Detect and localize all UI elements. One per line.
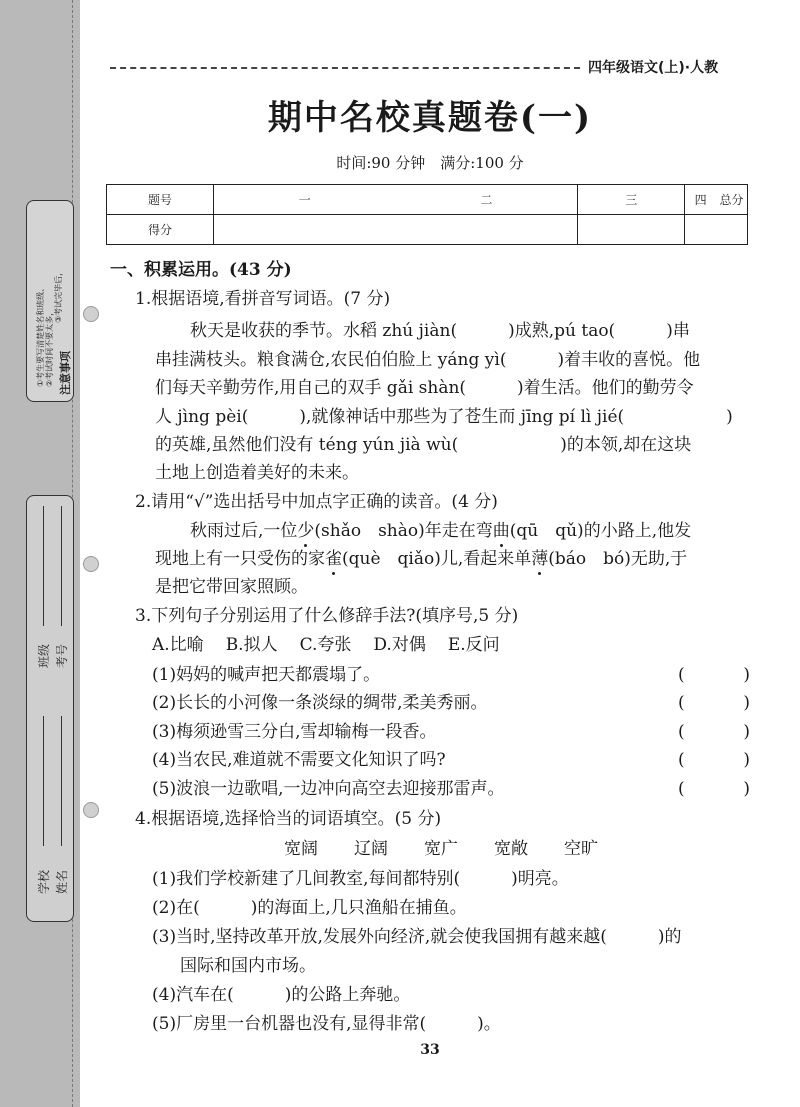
- score-table: [106, 184, 748, 245]
- dotted-char: 少: [297, 521, 315, 541]
- q4-item: (2)在( )的海面上,几只渔船在捕鱼。: [152, 898, 467, 918]
- exam-no-label: 考号: [55, 643, 69, 668]
- word-option: 宽敞: [494, 839, 528, 859]
- q2-text-line: [155, 548, 687, 570]
- question-4-title: 4.根据语境,选择恰当的词语填空。(5 分): [135, 809, 442, 829]
- school-label: 学校: [37, 869, 51, 894]
- paren-open: (: [678, 750, 685, 770]
- q1-text-line: 秋天是收获的季节。水稻 zhú jiàn( )成熟,pú tao( )串: [190, 321, 690, 341]
- q2-text: 现地上有一只受伤的家: [155, 549, 325, 569]
- answer-paren[interactable]: [678, 664, 750, 686]
- column-header: 二: [480, 193, 493, 207]
- q3-options: [152, 634, 500, 656]
- option: B.拟人: [225, 635, 278, 655]
- school-fill-line[interactable]: [43, 716, 45, 846]
- score-cell: [214, 185, 578, 215]
- word-option: 空旷: [564, 839, 598, 859]
- time-info: 时间:90 分钟 满分:100 分: [336, 154, 524, 172]
- score-table-row: [107, 185, 748, 215]
- q2-text: 秋雨过后,一位: [190, 521, 298, 541]
- exam-no-fill-line[interactable]: [61, 506, 63, 626]
- q4-item: (5)厂房里一台机器也没有,显得非常( )。: [152, 1014, 501, 1034]
- q3-item: (2)长长的小河像一条淡绿的绸带,柔美秀丽。: [152, 693, 488, 713]
- question-number-label: 题号: [107, 185, 214, 215]
- q1-text-line: 土地上创造着美好的未来。: [155, 463, 359, 483]
- class-fill-line[interactable]: [43, 506, 45, 626]
- binding-hole-icon: [83, 556, 99, 572]
- q4-item: (3)当时,坚持改革开放,发展外向经济,就会使我国拥有越来越( )的: [152, 927, 682, 947]
- score-cell: [578, 185, 685, 215]
- notice-box: [26, 200, 74, 402]
- q1-text-line: 的英雄,虽然他们没有 téng yún jià wù( )的本领,却在这块: [155, 435, 692, 455]
- answer-paren[interactable]: [678, 778, 750, 800]
- dotted-char: 雀: [325, 549, 342, 569]
- notice-line: ③考试完毕后，: [54, 267, 63, 323]
- page-title: 期中名校真题卷(一): [267, 98, 593, 138]
- score-table-row: [107, 215, 748, 245]
- column-header: 三: [625, 193, 638, 207]
- class-label: 班级: [37, 643, 51, 668]
- question-1-title: 1.根据语境,看拼音写词语。(7 分): [135, 289, 391, 309]
- answer-paren[interactable]: [678, 749, 750, 771]
- column-header: 总分: [719, 193, 744, 207]
- pinyin-choice[interactable]: (qū qǔ)的小路上,他发: [509, 521, 692, 541]
- paren-open: (: [678, 779, 685, 799]
- paren-close: ): [743, 779, 750, 799]
- q3-item: (4)当农民,难道就不需要文化知识了吗?: [152, 750, 446, 770]
- notice-line: ②考试时间不要太多，: [45, 307, 54, 387]
- pinyin-choice[interactable]: (báo bó)无助,于: [548, 549, 688, 569]
- score-label: 得分: [107, 215, 214, 245]
- name-fill-line[interactable]: [61, 716, 63, 846]
- q1-text-line: 们每天辛勤劳作,用自己的双手 gǎi shàn( )着生活。他们的勤劳令: [155, 378, 694, 398]
- paren-close: ): [743, 693, 750, 713]
- column-header: 四: [694, 193, 707, 207]
- edition-label: 四年级语文(上)·人教: [588, 60, 719, 76]
- score-cell: [685, 185, 748, 215]
- word-bank: [284, 838, 598, 860]
- word-option: 辽阔: [354, 839, 388, 859]
- student-info-box: [26, 495, 74, 922]
- paren-open: (: [678, 693, 685, 713]
- question-3-title: 3.下列句子分别运用了什么修辞手法?(填序号,5 分): [135, 606, 519, 626]
- page-number: 33: [420, 1042, 440, 1058]
- paren-close: ): [743, 722, 750, 742]
- dotted-char: 曲: [492, 521, 510, 541]
- name-label: 姓名: [55, 869, 69, 894]
- option: D.对偶: [373, 635, 426, 655]
- q4-item: 国际和国内市场。: [180, 956, 316, 976]
- header-dashed-rule: [110, 67, 580, 69]
- q2-text-line: 是把它带回家照顾。: [155, 577, 308, 597]
- word-option: 宽阔: [284, 839, 318, 859]
- q4-item: (4)汽车在( )的公路上奔驰。: [152, 985, 411, 1005]
- paren-open: (: [678, 665, 685, 685]
- pinyin-choice[interactable]: (què qiǎo)儿,看起来单: [342, 549, 532, 569]
- option: C.夸张: [299, 635, 352, 655]
- q4-item: (1)我们学校新建了几间教室,每间都特别( )明亮。: [152, 869, 569, 889]
- q3-item: (3)梅须逊雪三分白,雪却输梅一段香。: [152, 722, 437, 742]
- q1-text-line: 人 jìng pèi( ),就像神话中那些为了苍生而 jīng pí lì jié( ): [155, 407, 733, 427]
- q1-text-line: 串挂满枝头。粮食满仓,农民伯伯脸上 yáng yì( )着丰收的喜悦。他: [155, 350, 701, 370]
- q3-item: (5)波浪一边歌唱,一边冲向高空去迎接那雷声。: [152, 779, 505, 799]
- q2-text-line: [190, 520, 691, 542]
- answer-paren[interactable]: [678, 721, 750, 743]
- score-input-cell[interactable]: [578, 215, 685, 245]
- notice-title: 注意事项: [59, 351, 72, 395]
- score-input-cell[interactable]: [685, 215, 748, 245]
- option: E.反问: [447, 635, 500, 655]
- section-title: 一、积累运用。(43 分): [110, 260, 292, 280]
- q3-item: (1)妈妈的喊声把天都震塌了。: [152, 665, 381, 685]
- paren-close: ): [743, 665, 750, 685]
- answer-paren[interactable]: [678, 692, 750, 714]
- question-2-title: 2.请用“√”选出括号中加点字正确的读音。(4 分): [135, 492, 498, 512]
- dotted-char: 薄: [531, 549, 549, 569]
- word-option: 宽广: [424, 839, 458, 859]
- binding-hole-icon: [83, 802, 99, 818]
- option: A.比喻: [152, 635, 204, 655]
- binding-hole-icon: [83, 306, 99, 322]
- paren-open: (: [678, 722, 685, 742]
- paren-close: ): [743, 750, 750, 770]
- notice-line: ①考生要写清楚姓名和班级、: [36, 283, 45, 387]
- column-header: 一: [298, 193, 311, 207]
- pinyin-choice[interactable]: (shǎo shào)年走在弯: [314, 521, 493, 541]
- score-input-cell[interactable]: [214, 215, 578, 245]
